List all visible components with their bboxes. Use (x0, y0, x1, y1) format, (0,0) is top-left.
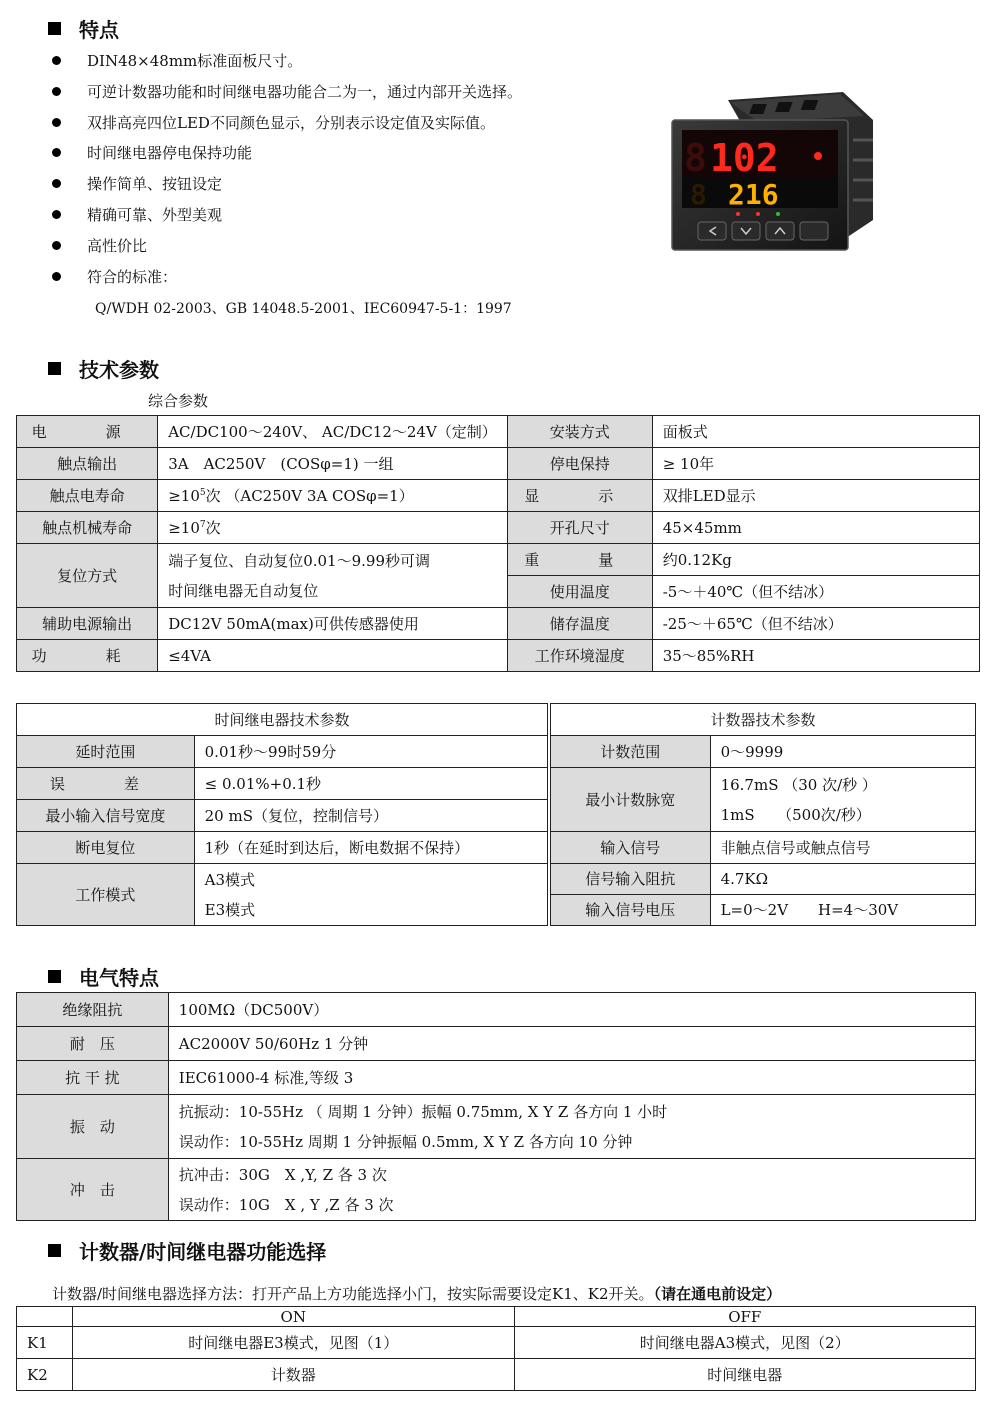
table-row (17, 993, 976, 1027)
value-line: E3模式 (204, 900, 256, 919)
param-value: 3A AC250V (COSφ=1) 一组 (158, 448, 508, 480)
table-row (551, 832, 976, 864)
param-value: 面板式 (652, 416, 979, 448)
switch-on-value: 计数器 (72, 1359, 514, 1391)
feature-item (52, 266, 177, 287)
param-value (710, 768, 975, 832)
table-row (17, 768, 548, 800)
bullet-icon (52, 118, 61, 127)
value-exponent: 7 (199, 519, 206, 530)
param-label: 复位方式 (17, 544, 158, 608)
param-label: 安装方式 (507, 416, 652, 448)
param-label: 抗 干 扰 (17, 1061, 169, 1095)
switch-key: K2 (17, 1359, 73, 1391)
param-value: AC/DC100～240V、 AC/DC12～24V（定制） (158, 416, 508, 448)
bullet-icon (52, 272, 61, 281)
table-row (17, 864, 548, 926)
switch-off-value: 时间继电器 (514, 1359, 976, 1391)
feature-text: 高性价比 (87, 237, 148, 255)
table-row (17, 1027, 976, 1061)
table-row (551, 864, 976, 895)
param-value: 100MΩ（DC500V） (168, 993, 975, 1027)
tech-title: 技术参数 (79, 358, 159, 382)
feature-item (52, 81, 522, 102)
param-label: 储存温度 (507, 608, 652, 640)
feature-text: 操作简单、按钮设定 (87, 175, 223, 193)
param-label: 辅助电源输出 (17, 608, 158, 640)
bullet-icon (52, 56, 61, 65)
table-header: 计数器技术参数 (551, 704, 976, 736)
param-value: AC2000V 50/60Hz 1 分钟 (168, 1027, 975, 1061)
feature-item (52, 50, 302, 71)
value-line: A3模式 (204, 870, 256, 889)
param-label: 显 示 (507, 480, 652, 512)
param-value (194, 864, 547, 926)
table-row (17, 480, 980, 512)
electrical-heading (48, 962, 159, 991)
param-value: 0～9999 (710, 736, 975, 768)
param-value: -5～＋40℃（但不结冰） (652, 576, 979, 608)
param-value: 4.7KΩ (710, 864, 975, 895)
param-label: 触点输出 (17, 448, 158, 480)
param-value: ≤4VA (158, 640, 508, 672)
column-header-off: OFF (514, 1307, 976, 1327)
standards-text: Q/WDH 02-2003、GB 14048.5-2001、IEC60947-5-1：1997 (95, 301, 512, 317)
param-label: 冲 击 (17, 1159, 169, 1221)
param-label: 信号输入阻抗 (551, 864, 711, 895)
switch-off-value: 时间继电器A3模式，见图（2） (514, 1327, 976, 1359)
value-line: 抗振动：10-55Hz （ 周期 1 分钟）振幅 0.75mm, X Y Z 各方向 1 小时 (178, 1102, 668, 1121)
param-label: 计数范围 (551, 736, 711, 768)
bullet-icon (52, 87, 61, 96)
bullet-icon (52, 241, 61, 250)
param-label: 工作环境湿度 (507, 640, 652, 672)
value-line: 端子复位、自动复位0.01～9.99秒可调 (168, 551, 431, 570)
selection-heading (48, 1236, 326, 1265)
square-bullet-icon (48, 362, 61, 375)
tech-heading (48, 354, 159, 383)
table-row (17, 640, 980, 672)
param-value (158, 544, 508, 608)
feature-text: 时间继电器停电保持功能 (87, 144, 253, 162)
feature-item (52, 112, 495, 133)
general-params-table (16, 415, 980, 672)
table-row (17, 1061, 976, 1095)
controller-device-image (668, 90, 878, 260)
param-value (168, 1159, 975, 1221)
value-part: ≥10 (168, 486, 200, 505)
param-value (168, 1095, 975, 1159)
feature-item (52, 142, 252, 163)
param-value: 1秒（在延时到达后，断电数据不保持） (194, 832, 547, 864)
feature-item (52, 173, 222, 194)
param-label: 重 量 (507, 544, 652, 576)
param-label: 输入信号电压 (551, 895, 711, 926)
svg-text:8: 8 (684, 136, 707, 180)
square-bullet-icon (48, 22, 61, 35)
param-label: 断电复位 (17, 832, 195, 864)
feature-item (52, 235, 147, 256)
table-row (551, 768, 976, 832)
table-row (17, 1327, 976, 1359)
table-row (17, 544, 980, 576)
param-value: 35～85%RH (652, 640, 979, 672)
param-label: 最小计数脉宽 (551, 768, 711, 832)
param-value (158, 480, 508, 512)
table-row (17, 704, 548, 736)
table-row (17, 1359, 976, 1391)
counter-params-table (550, 703, 976, 926)
value-line: 时间继电器无自动复位 (168, 581, 319, 600)
table-row (17, 1159, 976, 1221)
param-label: 功 耗 (17, 640, 158, 672)
param-label: 使用温度 (507, 576, 652, 608)
table-row (17, 448, 980, 480)
tech-subtitle: 综合参数 (148, 392, 209, 410)
electrical-title: 电气特点 (79, 966, 159, 990)
param-label: 输入信号 (551, 832, 711, 864)
feature-text: 精确可靠、外型美观 (87, 206, 223, 224)
feature-text: DIN48×48mm标准面板尺寸。 (87, 52, 303, 70)
value-exponent: 5 (199, 487, 206, 498)
param-value: IEC61000-4 标准,等级 3 (168, 1061, 975, 1095)
table-row (551, 895, 976, 926)
electrical-table (16, 992, 976, 1221)
svg-text:8: 8 (690, 178, 707, 211)
note-text: 计数器/时间继电器选择方法：打开产品上方功能选择小门，按实际需要设定K1、K2开关。 (52, 1285, 654, 1303)
switch-key: K1 (17, 1327, 73, 1359)
param-label: 触点电寿命 (17, 480, 158, 512)
table-row (17, 416, 980, 448)
device-display-bottom: 216 (728, 178, 779, 211)
feature-text: 符合的标准： (87, 268, 178, 286)
selection-note (52, 1283, 781, 1304)
param-value: 20 mS（复位，控制信号） (194, 800, 547, 832)
switch-table (16, 1306, 976, 1391)
param-label: 振 动 (17, 1095, 169, 1159)
square-bullet-icon (48, 970, 61, 983)
timer-params-table (16, 703, 548, 926)
square-bullet-icon (48, 1244, 61, 1257)
value-part: 次 (205, 518, 221, 537)
selection-title: 计数器/时间继电器功能选择 (79, 1240, 327, 1264)
feature-text: 可逆计数器功能和时间继电器功能合二为一，通过内部开关选择。 (87, 83, 523, 101)
switch-on-value: 时间继电器E3模式，见图（1） (72, 1327, 514, 1359)
param-label: 开孔尺寸 (507, 512, 652, 544)
table-row (551, 704, 976, 736)
param-label: 工作模式 (17, 864, 195, 926)
table-row (551, 736, 976, 768)
param-value: -25～＋65℃（但不结冰） (652, 608, 979, 640)
param-label: 误 差 (17, 768, 195, 800)
param-value: 双排LED显示 (652, 480, 979, 512)
feature-item (52, 204, 222, 225)
note-emphasis: （请在通电前设定） (653, 1285, 782, 1303)
param-label: 绝缘阻抗 (17, 993, 169, 1027)
table-row (17, 1307, 976, 1327)
bullet-icon (52, 210, 61, 219)
bullet-icon (52, 179, 61, 188)
bullet-icon (52, 148, 61, 157)
value-line: 误动作：10-55Hz 周期 1 分钟振幅 0.5mm, X Y Z 各方向 10 分钟 (178, 1132, 633, 1151)
param-label: 停电保持 (507, 448, 652, 480)
table-row (17, 800, 548, 832)
param-value: ≤ 0.01%+0.1秒 (194, 768, 547, 800)
table-header: 时间继电器技术参数 (17, 704, 548, 736)
table-row (17, 736, 548, 768)
features-heading (48, 14, 119, 43)
param-label: 耐 压 (17, 1027, 169, 1061)
param-value: 约0.12Kg (652, 544, 979, 576)
param-label: 电 源 (17, 416, 158, 448)
param-value: ≥ 10年 (652, 448, 979, 480)
value-part: 次 （AC250V 3A COSφ=1） (205, 486, 414, 505)
table-row (17, 1095, 976, 1159)
table-row (17, 608, 980, 640)
param-value: L=0～2V H=4～30V (710, 895, 975, 926)
param-value (158, 512, 508, 544)
table-row (17, 512, 980, 544)
value-part: ≥10 (168, 518, 200, 537)
column-header-on: ON (72, 1307, 514, 1327)
param-label: 最小输入信号宽度 (17, 800, 195, 832)
param-value: 45×45mm (652, 512, 979, 544)
table-row (17, 832, 548, 864)
feature-text: 双排高亮四位LED不同颜色显示，分别表示设定值及实际值。 (87, 114, 495, 132)
param-value: 非触点信号或触点信号 (710, 832, 975, 864)
value-line: 误动作：10G X , Y ,Z 各 3 次 (178, 1195, 394, 1214)
value-line: 16.7mS （30 次/秒 ） (720, 775, 877, 794)
features-title: 特点 (79, 18, 119, 42)
param-label: 触点机械寿命 (17, 512, 158, 544)
value-line: 抗冲击：30G X ,Y, Z 各 3 次 (178, 1165, 387, 1184)
device-display-top: 102 (710, 136, 779, 180)
corner-cell (17, 1307, 73, 1327)
value-line: 1mS （500次/秒） (720, 805, 871, 824)
param-label: 延时范围 (17, 736, 195, 768)
param-value: 0.01秒～99时59分 (194, 736, 547, 768)
param-value: DC12V 50mA(max)可供传感器使用 (158, 608, 508, 640)
